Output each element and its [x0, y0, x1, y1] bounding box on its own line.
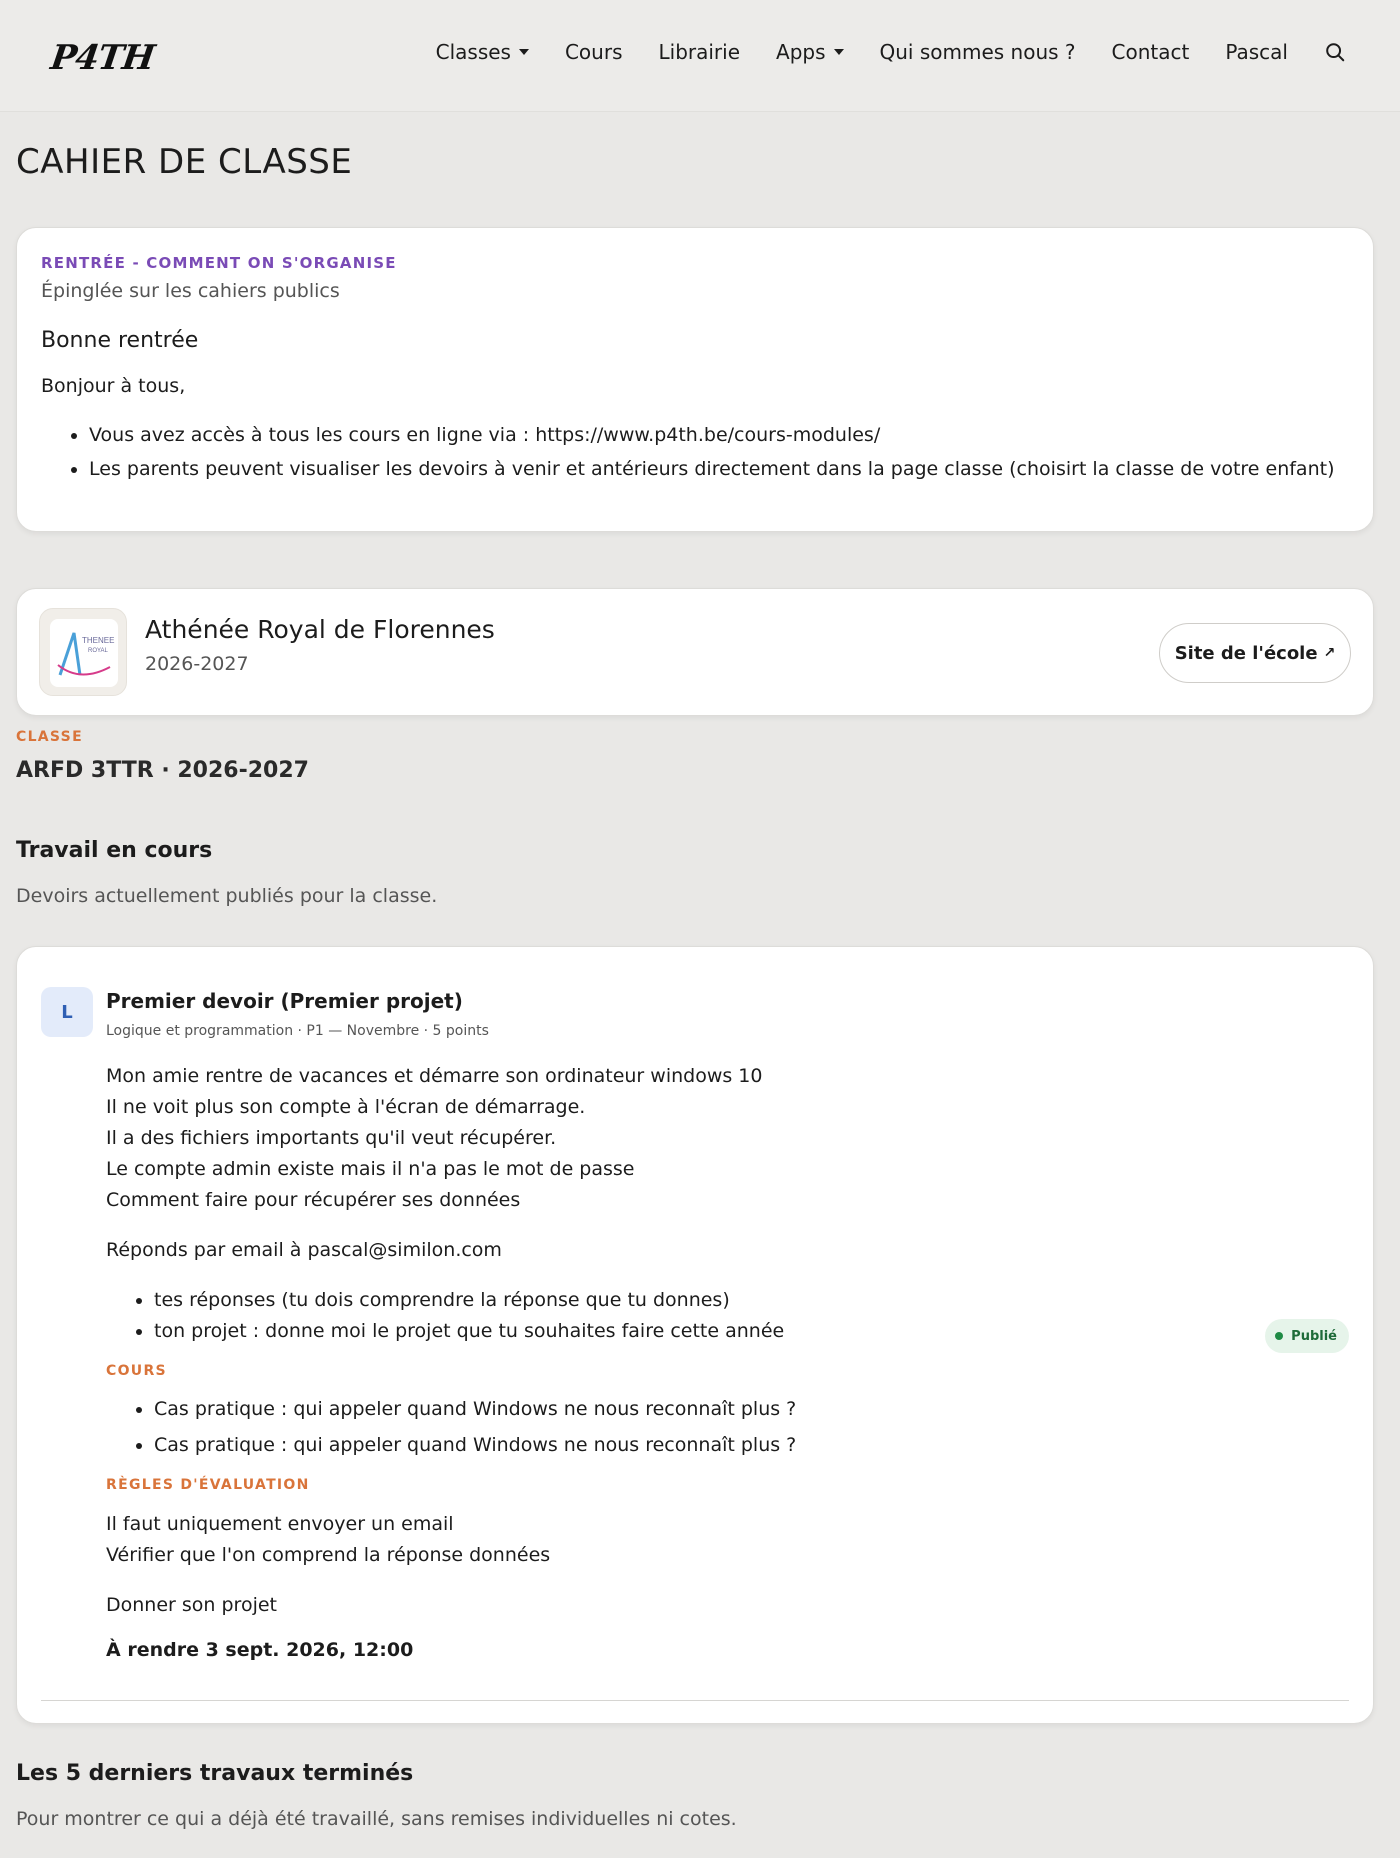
divider — [41, 1700, 1349, 1701]
homework-meta: Logique et programmation · P1 — Novembre · 5 points — [106, 1023, 489, 1039]
list-item: • ton projet : donne moi le projet que tu souhaites faire cette année — [154, 1316, 1343, 1347]
school-card — [16, 588, 1374, 716]
evaluation-rules-label: RÈGLES D'ÉVALUATION — [106, 1477, 310, 1493]
homework-title: Premier devoir (Premier projet) — [106, 989, 463, 1013]
nav-apps[interactable] — [776, 40, 844, 64]
nav-user-label: Pascal — [1225, 40, 1288, 64]
nav-user[interactable] — [1225, 40, 1288, 64]
list-item: • Les parents peuvent visualiser les devoirs à venir et antérieurs directement dans la page classe (choisirt la classe de votre enfant) — [89, 457, 1349, 482]
school-name: Athénée Royal de Florennes — [145, 615, 495, 644]
site-header — [0, 0, 1400, 112]
nav-cours[interactable] — [565, 40, 623, 64]
current-work-title: Travail en cours — [16, 838, 213, 863]
nav-contact-label: Contact — [1111, 40, 1190, 64]
list-item: • tes réponses (tu dois comprendre la réponse que tu donnes) — [154, 1285, 1343, 1316]
school-logo-line2: ROYAL — [88, 648, 108, 654]
external-link-icon: ↗ — [1323, 645, 1336, 661]
announcement-pinned-note: Épinglée sur les cahiers publics — [41, 280, 340, 302]
nav-librairie-label: Librairie — [658, 40, 741, 64]
search-icon[interactable] — [1324, 41, 1346, 63]
homework-reply-instruction: Réponds par email à pascal@similon.com — [106, 1239, 502, 1261]
status-badge — [1265, 1319, 1349, 1353]
subject-avatar: L — [41, 987, 93, 1037]
site-logo[interactable]: P4TH — [48, 38, 157, 78]
rule-line: Il faut uniquement envoyer un email — [106, 1513, 454, 1535]
finished-work-subtitle: Pour montrer ce qui a déjà été travaillé, sans remises individuelles ni cotes. — [16, 1808, 737, 1830]
school-logo-line1: THENEE — [82, 636, 115, 645]
homework-extra: Donner son projet — [106, 1594, 277, 1616]
main-nav — [436, 40, 1400, 64]
announcement-eyebrow: RENTRÉE - COMMENT ON S'ORGANISE — [41, 254, 397, 272]
announcement-greeting: Bonjour à tous, — [41, 375, 186, 397]
rule-line: Vérifier que l'on comprend la réponse données — [106, 1544, 551, 1566]
nav-about[interactable] — [880, 40, 1076, 64]
homework-description — [106, 1061, 1343, 1216]
classe-label: CLASSE — [16, 729, 83, 745]
school-logo — [39, 608, 127, 696]
nav-librairie[interactable] — [659, 40, 741, 64]
homework-reply-list — [154, 1285, 1343, 1347]
chevron-down-icon — [519, 49, 529, 55]
announcement-heading: Bonne rentrée — [41, 328, 199, 353]
description-line: Il ne voit plus son compte à l'écran de démarrage. — [106, 1096, 586, 1118]
description-line: Le compte admin existe mais il n'a pas le mot de passe — [106, 1158, 635, 1180]
finished-work-title: Les 5 derniers travaux terminés — [16, 1761, 414, 1786]
homework-body — [106, 989, 1343, 1661]
description-line: Mon amie rentre de vacances et démarre son ordinateur windows 10 — [106, 1065, 763, 1087]
nav-cours-label: Cours — [564, 40, 623, 64]
cours-list — [154, 1391, 1343, 1463]
school-site-button[interactable] — [1159, 623, 1351, 683]
evaluation-rules — [106, 1509, 1343, 1571]
status-dot-icon — [1275, 1332, 1283, 1340]
classe-name: ARFD 3TTR · 2026-2027 — [16, 758, 309, 783]
nav-about-label: Qui sommes nous ? — [879, 40, 1076, 64]
list-item: • Vous avez accès à tous les cours en ligne via : https://www.p4th.be/cours-modules/ — [89, 423, 1349, 448]
announcement-card — [16, 227, 1374, 532]
homework-due-date: À rendre 3 sept. 2026, 12:00 — [106, 1639, 414, 1661]
nav-contact[interactable] — [1112, 40, 1190, 64]
nav-classes[interactable] — [436, 40, 529, 64]
page-title: CAHIER DE CLASSE — [16, 142, 353, 182]
school-year: 2026-2027 — [145, 653, 249, 675]
nav-apps-label: Apps — [776, 40, 826, 64]
school-site-button-label: Site de l'école — [1174, 642, 1318, 664]
school-logo-icon — [50, 619, 118, 687]
current-work-subtitle: Devoirs actuellement publiés pour la classe. — [16, 885, 438, 907]
description-line: Il a des fichiers importants qu'il veut récupérer. — [106, 1127, 557, 1149]
announcement-list — [89, 423, 1349, 481]
nav-classes-label: Classes — [435, 40, 511, 64]
status-badge-label: Publié — [1291, 1328, 1337, 1344]
cours-label: COURS — [106, 1363, 167, 1379]
cours-link[interactable]: • Cas pratique : qui appeler quand Windows ne nous reconnaît plus ? — [154, 1391, 1343, 1427]
description-line: Comment faire pour récupérer ses données — [106, 1189, 521, 1211]
chevron-down-icon — [834, 49, 844, 55]
homework-card — [16, 946, 1374, 1724]
cours-link[interactable]: • Cas pratique : qui appeler quand Windows ne nous reconnaît plus ? — [154, 1427, 1343, 1463]
